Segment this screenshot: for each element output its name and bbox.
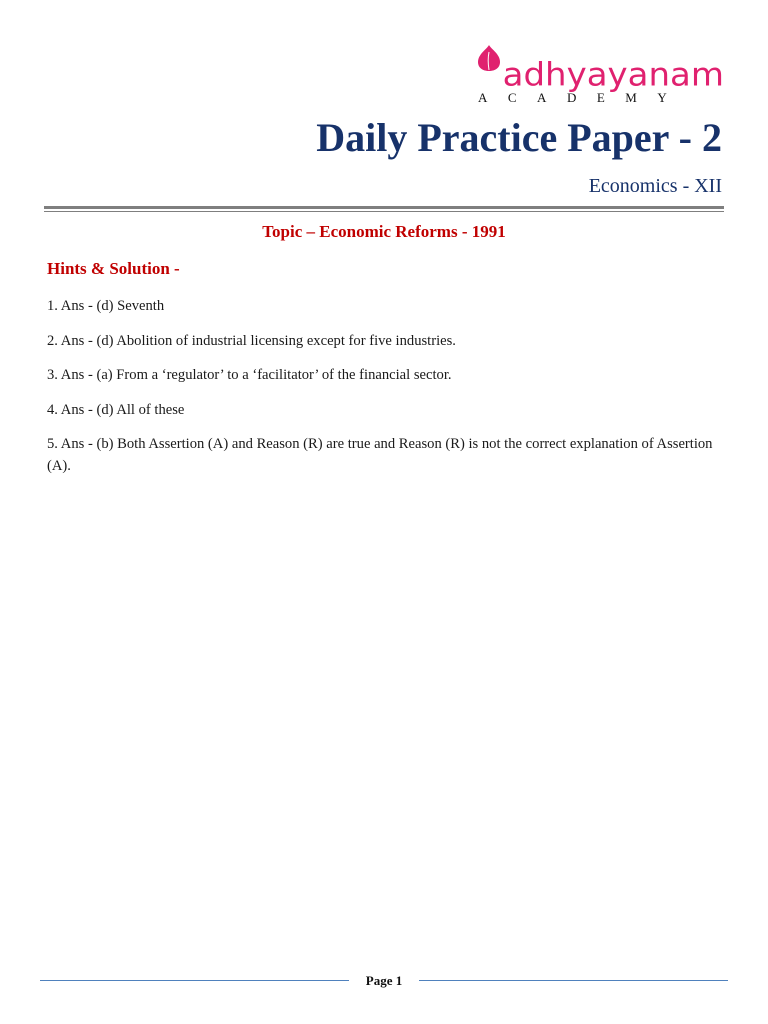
answer-list bbox=[47, 295, 719, 490]
page-number: Page 1 bbox=[365, 973, 403, 988]
academy-logo bbox=[448, 42, 724, 106]
page-footer bbox=[40, 972, 728, 990]
topic-heading: Topic – Economic Reforms - 1991 bbox=[262, 222, 506, 241]
answer-item: 3. Ans - (a) From a ‘regulator’ to a ‘facilitator’ of the financial sector. bbox=[47, 367, 452, 383]
answer-item: 5. Ans - (b) Both Assertion (A) and Reason (R) are true and Reason (R) is not the correct explanation of Assertion (A). bbox=[47, 436, 713, 474]
hints-heading: Hints & Solution - bbox=[47, 259, 180, 278]
answer-item: 4. Ans - (d) All of these bbox=[47, 401, 185, 418]
header-divider-thin bbox=[44, 211, 724, 212]
footer-line-left bbox=[40, 980, 349, 981]
answer-item: 1. Ans - (d) Seventh bbox=[47, 298, 165, 314]
logo-subtitle: ACADEMY bbox=[478, 90, 688, 105]
footer-line-right bbox=[419, 980, 728, 981]
page-title: Daily Practice Paper - 2 bbox=[316, 115, 722, 160]
answer-item: 2. Ans - (d) Abolition of industrial licensing except for five industries. bbox=[47, 332, 456, 349]
header-divider-thick bbox=[44, 206, 724, 209]
logo-wordmark: adhyayanam bbox=[502, 56, 724, 94]
subject-label: Economics - XII bbox=[588, 175, 722, 197]
